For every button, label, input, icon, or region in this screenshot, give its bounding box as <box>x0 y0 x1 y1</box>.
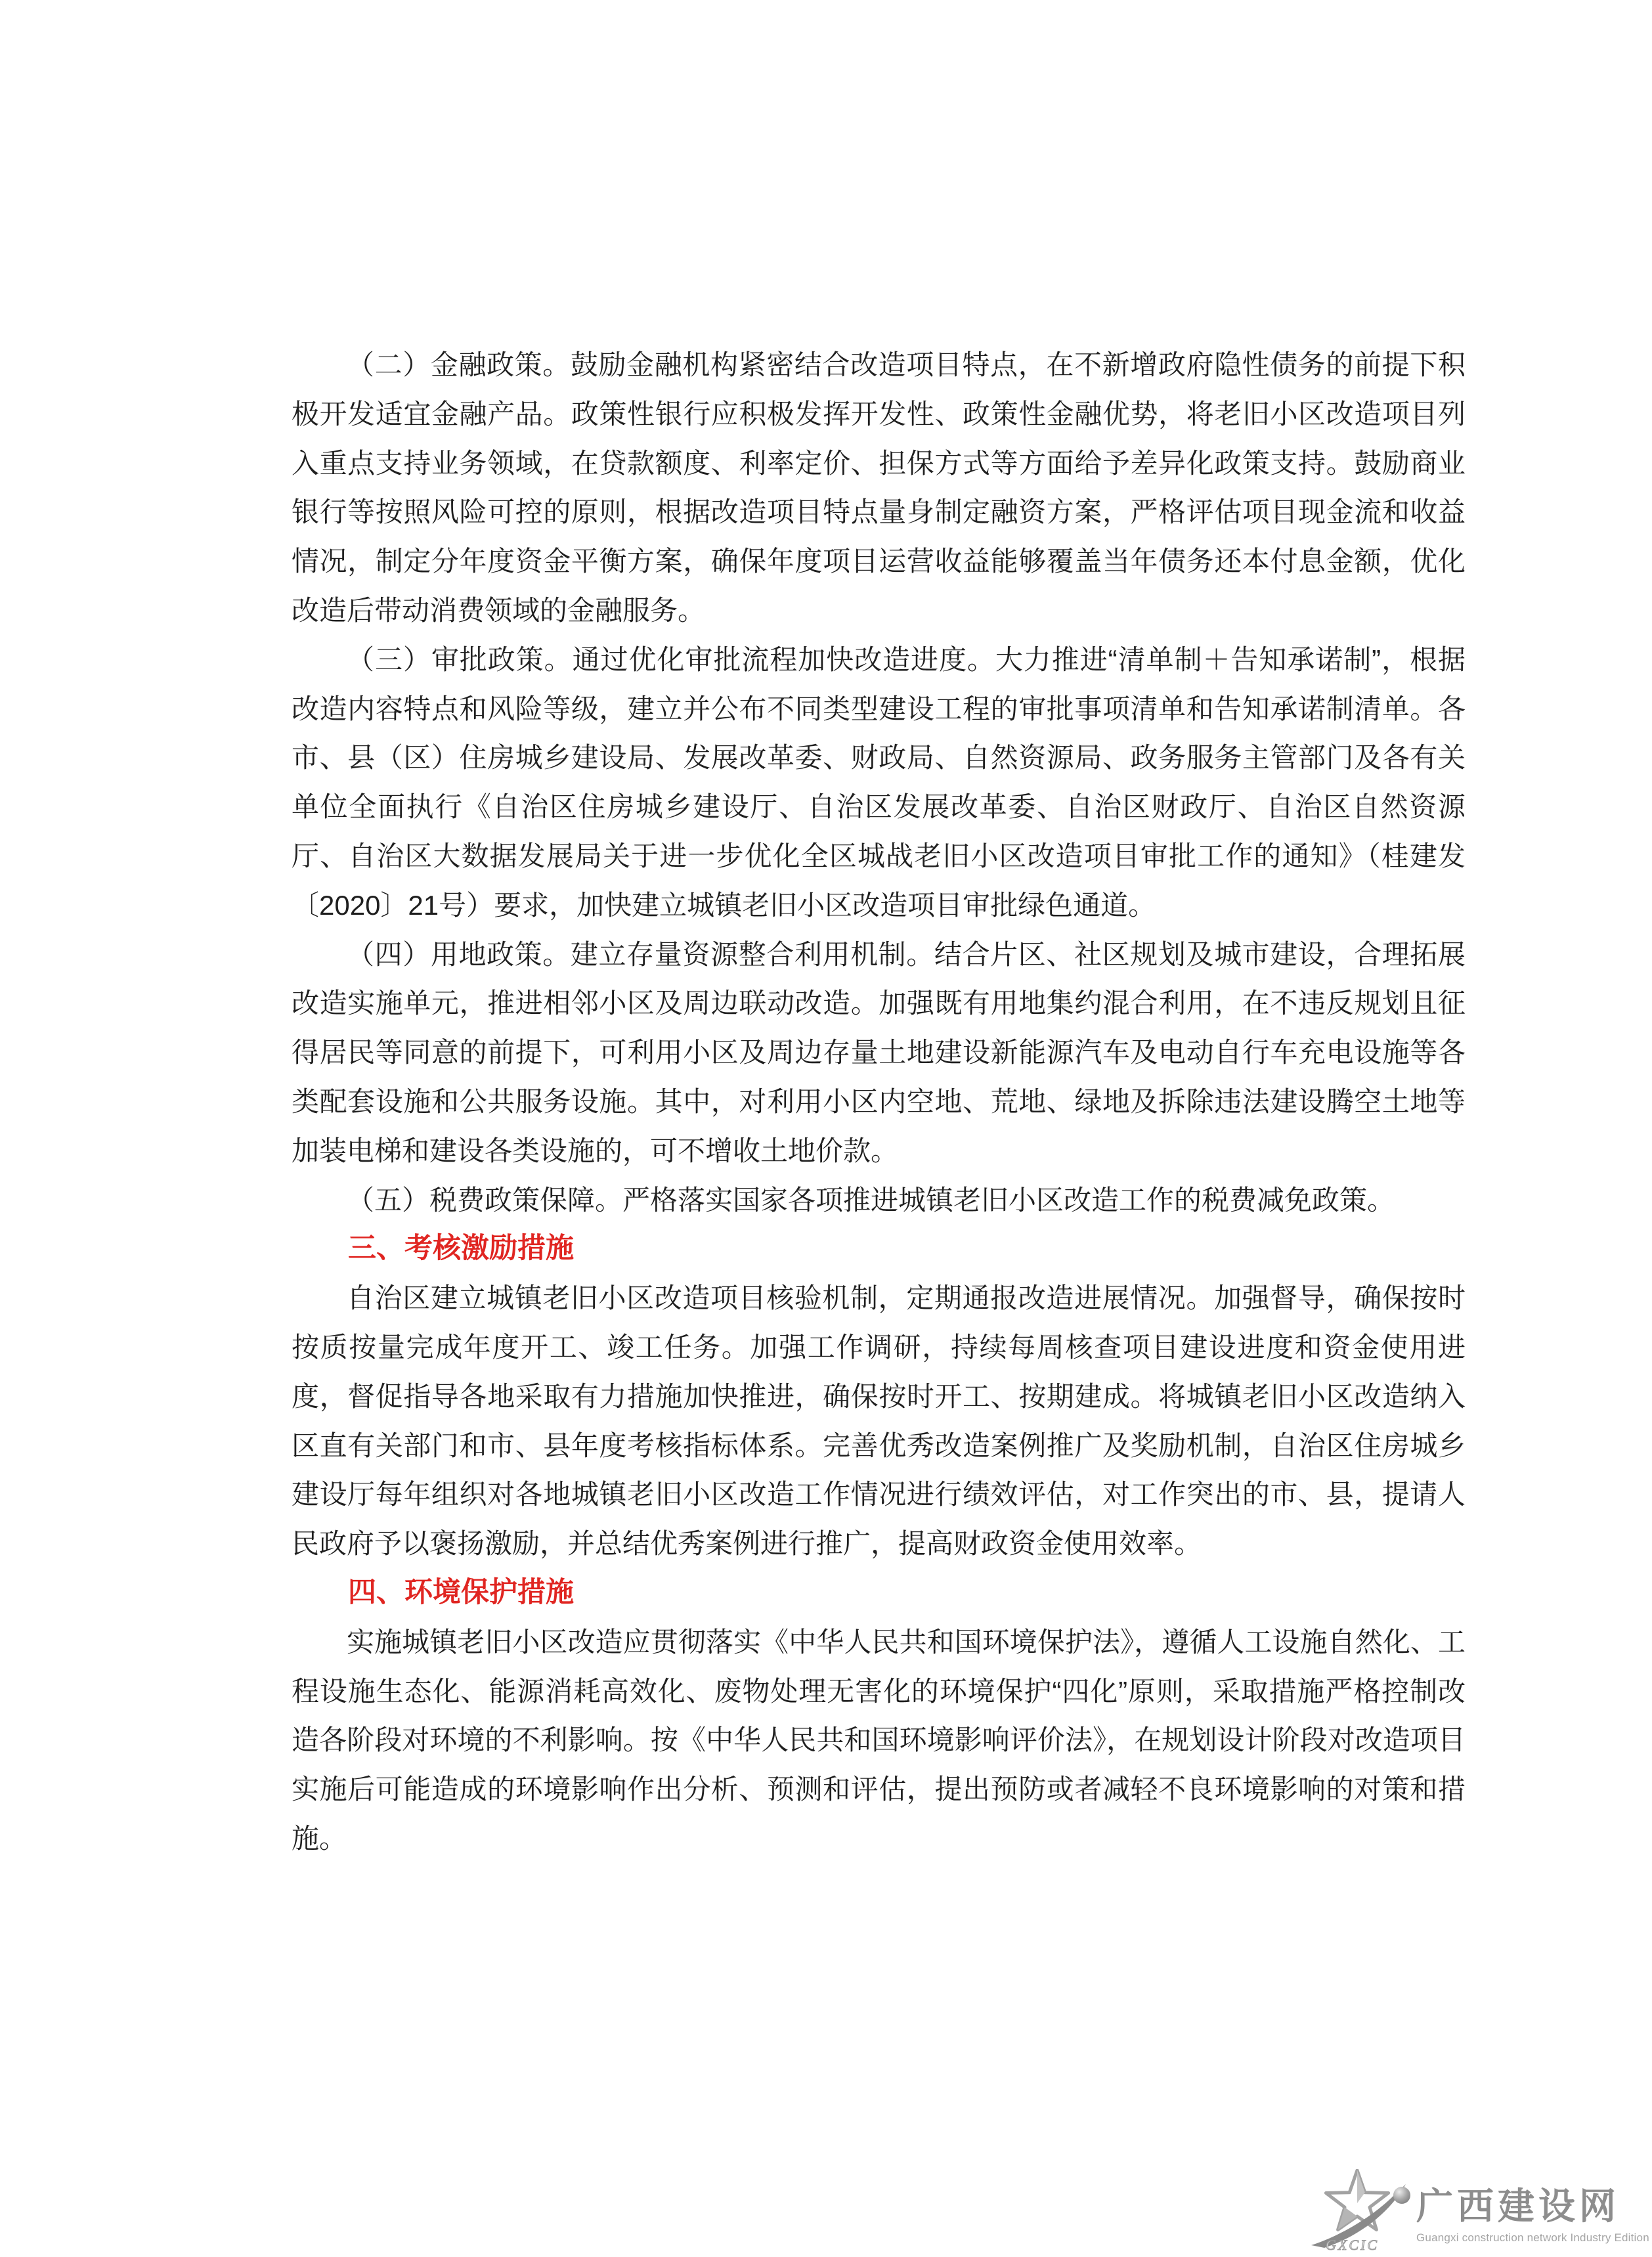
paragraph-tax-policy: （五）税费政策保障。严格落实国家各项推进城镇老旧小区改造工作的税费减免政策。 <box>347 1184 1395 1216</box>
document-text-block <box>292 341 1466 1864</box>
heading-environmental-protection-measures: 四、环境保护措施 <box>348 1577 574 1608</box>
paragraph-assessment-incentive-measures: 自治区建立城镇老旧小区改造项目核验机制，定期通报改造进展情况。加强督导，确保按时按质按量完成年度开工、竣工任务。加强工作调研，持续每周核查项目建设进度和资金使用进度，督促指导各地采取有力措施加快推进，确保按时开工、按期建成。将城镇老旧小区改造纳入区直有关部门和市、县年度考核指标体系。完善优秀改造案例推广及奖励机制，自治区住房城乡建设厅每年组织对各地城镇老旧小区改造工作情况进行绩效评估，对工作突出的市、县，提请人民政府予以褒扬激励，并总结优秀案例进行推广，提高财政资金使用效率。 <box>292 1282 1466 1560</box>
paragraph-land-policy: （四）用地政策。建立存量资源整合利用机制。结合片区、社区规划及城市建设，合理拓展改造实施单元，推进相邻小区及周边联动改造。加强既有用地集约混合利用，在不违反规划且征得居民等同意的前提下，可利用小区及周边存量土地建设新能源汽车及电动自行车充电设施等各类配套设施和公共服务设施。其中，对利用小区内空地、荒地、绿地及拆除违法建设腾空土地等加装电梯和建设各类设施的，可不增收土地价款。 <box>292 938 1466 1166</box>
footer-watermark <box>1310 2169 1649 2252</box>
site-name: 广西建设网 <box>1416 2187 1620 2227</box>
paragraph-approval-policy: （三）审批政策。通过优化审批流程加快改造进度。大力推进“清单制＋告知承诺制”，根据改造内容特点和风险等级，建立并公布不同类型建设工程的审批事项清单和告知承诺制清单。各市、县（区）住房城乡建设局、发展改革委、财政局、自然资源局、政务服务主管部门及各有关单位全面执行《自治区住房城乡建设厅、自治区发展改革委、自治区财政厅、自治区自然资源厅、自治区大数据发展局关于进一步优化全区城战老旧小区改造项目审批工作的通知》（桂建发〔2020〕21号）要求，加快建立城镇老旧小区改造项目审批绿色通道。 <box>292 644 1466 921</box>
gxcic-star-logo-icon <box>1310 2169 1414 2252</box>
paragraph-environmental-protection-measures: 实施城镇老旧小区改造应贯彻落实《中华人民共和国环境保护法》，遵循人工设施自然化、工程设施生态化、能源消耗高效化、废物处理无害化的环境保护“四化”原则，采取措施严格控制改造各阶段对环境的不利影响。按《中华人民共和国环境影响评价法》，在规划设计阶段对改造项目实施后可能造成的环境影响作出分析、预测和评估，提出预防或者减轻不良环境影响的对策和措施。 <box>292 1626 1466 1854</box>
site-tagline: Guangxi construction network Industry Edition <box>1416 2231 1649 2244</box>
paragraph-finance-policy: （二）金融政策。鼓励金融机构紧密结合改造项目特点，在不新增政府隐性债务的前提下积极开发适宜金融产品。政策性银行应积极发挥开发性、政策性金融优势，将老旧小区改造项目列入重点支持业务领域，在贷款额度、利率定价、担保方式等方面给予差异化政策支持。鼓励商业银行等按照风险可控的原则，根据改造项目特点量身制定融资方案，严格评估项目现金流和收益情况，制定分年度资金平衡方案，确保年度项目运营收益能够覆盖当年债务还本付息金额，优化改造后带动消费领域的金融服务。 <box>292 349 1466 626</box>
logo-acronym-text: GXCIC <box>1326 2237 1379 2252</box>
sphere-dot <box>1393 2187 1410 2204</box>
heading-assessment-incentive-measures: 三、考核激励措施 <box>348 1233 574 1265</box>
logo-text-block <box>1416 2187 1649 2245</box>
